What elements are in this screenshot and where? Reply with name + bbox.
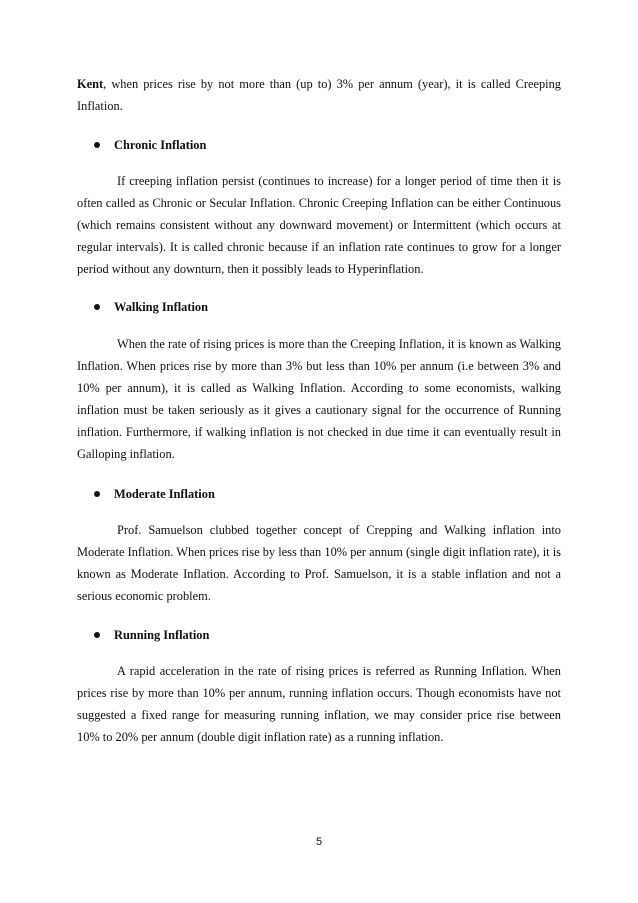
intro-paragraph: [77, 73, 561, 117]
heading-text: Walking Inflation: [114, 300, 208, 314]
bullet-icon: [94, 491, 100, 497]
paragraph-walking-inflation: When the rate of rising prices is more than the Creeping Inflation, it is known as Walking Inflation. When prices rise by more than 3% but less than 10% per annum (i.e between 3% and 10% per annum), it is called as Walking Inflation. According to some economists, walking inflation must be taken seriously as it gives a cautionary signal for the occurrence of Running inflation. Furthermore, if walking inflation is not checked in due time it can eventually result in Galloping inflation.: [77, 337, 561, 461]
heading-text: Running Inflation: [114, 628, 210, 642]
page-number: 5: [315, 836, 323, 848]
heading-text: Moderate Inflation: [114, 487, 215, 501]
heading-chronic-inflation: [94, 136, 494, 154]
bullet-icon: [94, 632, 100, 638]
intro-text: , when prices rise by not more than (up to) 3% per annum (year), it is called Creeping Inflation.: [77, 77, 561, 113]
heading-moderate-inflation: [94, 485, 494, 503]
heading-running-inflation: [94, 626, 494, 644]
heading-text: Chronic Inflation: [114, 138, 207, 152]
bullet-icon: [94, 142, 100, 148]
paragraph-chronic-inflation: If creeping inflation persist (continues to increase) for a longer period of time then it is often called as Chronic or Secular Inflation. Chronic Creeping Inflation can be either Continuous (which remains consistent without any downward movement) or Intermittent (which occurs at regular intervals). It is called chronic because if an inflation rate continues to grow for a longer period without any downturn, then it possibly leads to Hyperinflation.: [77, 174, 561, 276]
paragraph-moderate-inflation: Prof. Samuelson clubbed together concept of Crepping and Walking inflation into Moderate Inflation. When prices rise by less than 10% per annum (single digit inflation rate), it is known as Moderate Inflation. According to Prof. Samuelson, it is a stable inflation and not a serious economic problem.: [77, 523, 561, 603]
paragraph-running-inflation: A rapid acceleration in the rate of rising prices is referred as Running Inflation. When prices rise by more than 10% per annum, running inflation occurs. Though economists have not suggested a fixed range for measuring running inflation, we may consider price rise between 10% to 20% per annum (double digit inflation rate) as a running inflation.: [77, 664, 561, 744]
intro-bold-word: Kent: [77, 77, 104, 91]
heading-walking-inflation: [94, 298, 494, 316]
bullet-icon: [94, 304, 100, 310]
